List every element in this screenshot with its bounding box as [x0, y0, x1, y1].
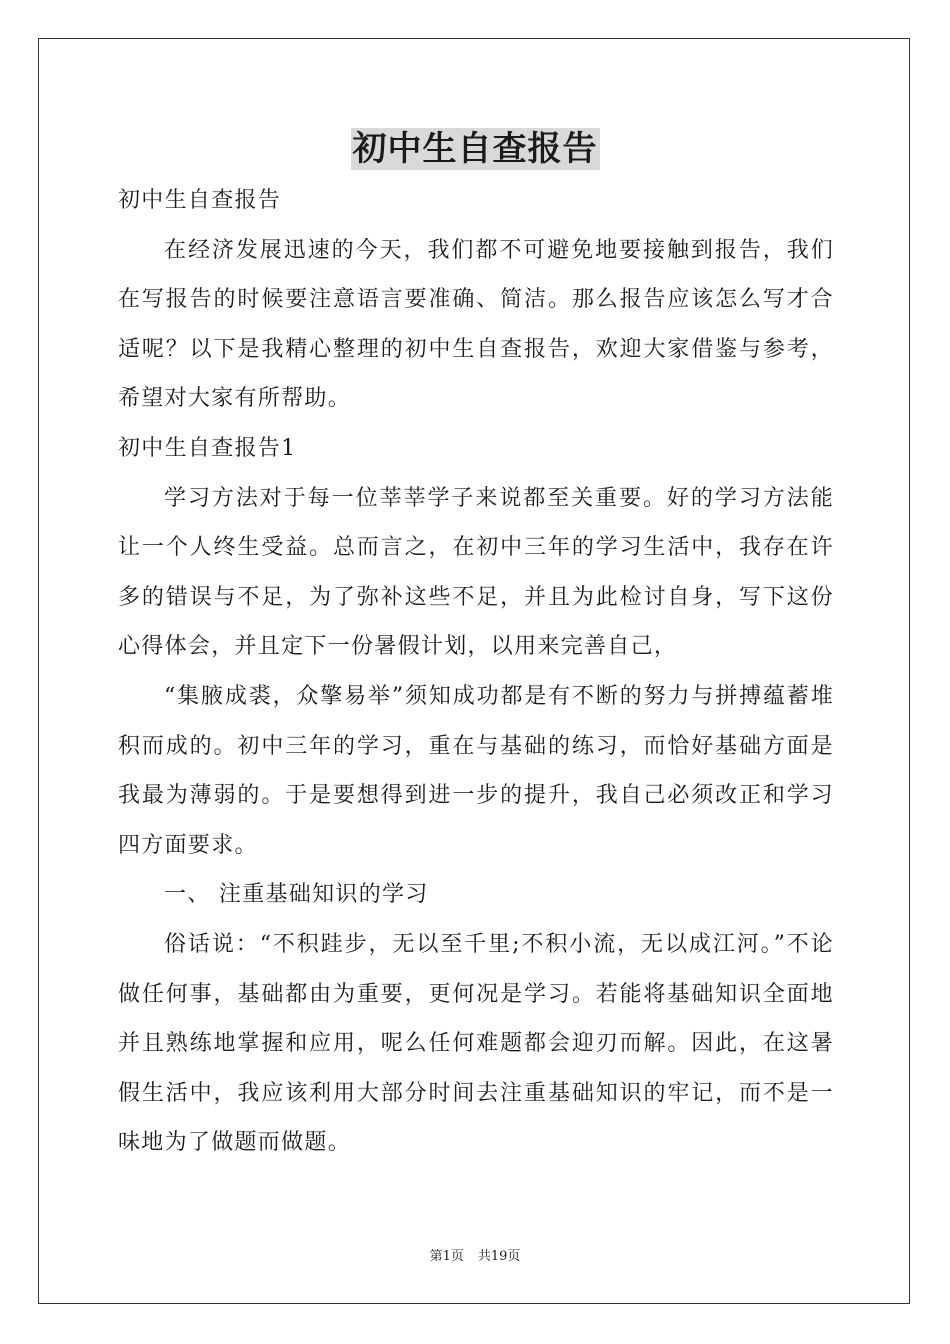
paragraph-list-heading: 一、 注重基础知识的学习	[164, 882, 429, 908]
paragraph-section-heading: 初中生自查报告1	[118, 435, 297, 461]
paragraph-intro: 在经济发展迅速的今天，我们都不可避免地要接触到报告，我们在写报告的时候要注意语言要准确、简洁。那么报告应该怎么写才合适呢？以下是我精心整理的初中生自查报告，欢迎大家借鉴与参考，希望对大家有所帮助。	[118, 237, 834, 412]
page-footer	[0, 1248, 950, 1266]
title-container	[0, 128, 950, 170]
document-body	[118, 176, 834, 1168]
page-number: 第1页	[429, 1249, 464, 1264]
paragraph-body-2: “集腋成裘，众擎易举”须知成功都是有不断的努力与拼搏蕴蓄堆积而成的。初中三年的学习，重在与基础的练习，而恰好基础方面是我最为薄弱的。于是要想得到进一步的提升，我自己必须改正和学习四方面要求。	[118, 683, 834, 858]
paragraph-body-1: 学习方法对于每一位莘莘学子来说都至关重要。好的学习方法能让一个人终生受益。总而言之，在初中三年的学习生活中，我存在许多的错误与不足，为了弥补这些不足，并且为此检讨自身，写下这份心得体会，并且定下一份暑假计划，以用来完善自己，	[118, 485, 834, 660]
paragraph-subtitle: 初中生自查报告	[118, 188, 282, 213]
page-total: 共19页	[477, 1249, 521, 1264]
paragraph-body-3: 俗话说：“不积跬步，无以至千里;不积小流，无以成江河。”不论做任何事，基础都由为重要，更何况是学习。若能将基础知识全面地并且熟练地掌握和应用，呢么任何难题都会迎刃而解。因此，在这暑假生活中，我应该利用大部分时间去注重基础知识的牢记，而不是一味地为了做题而做题。	[118, 931, 834, 1156]
document-title: 初中生自查报告	[352, 129, 598, 169]
